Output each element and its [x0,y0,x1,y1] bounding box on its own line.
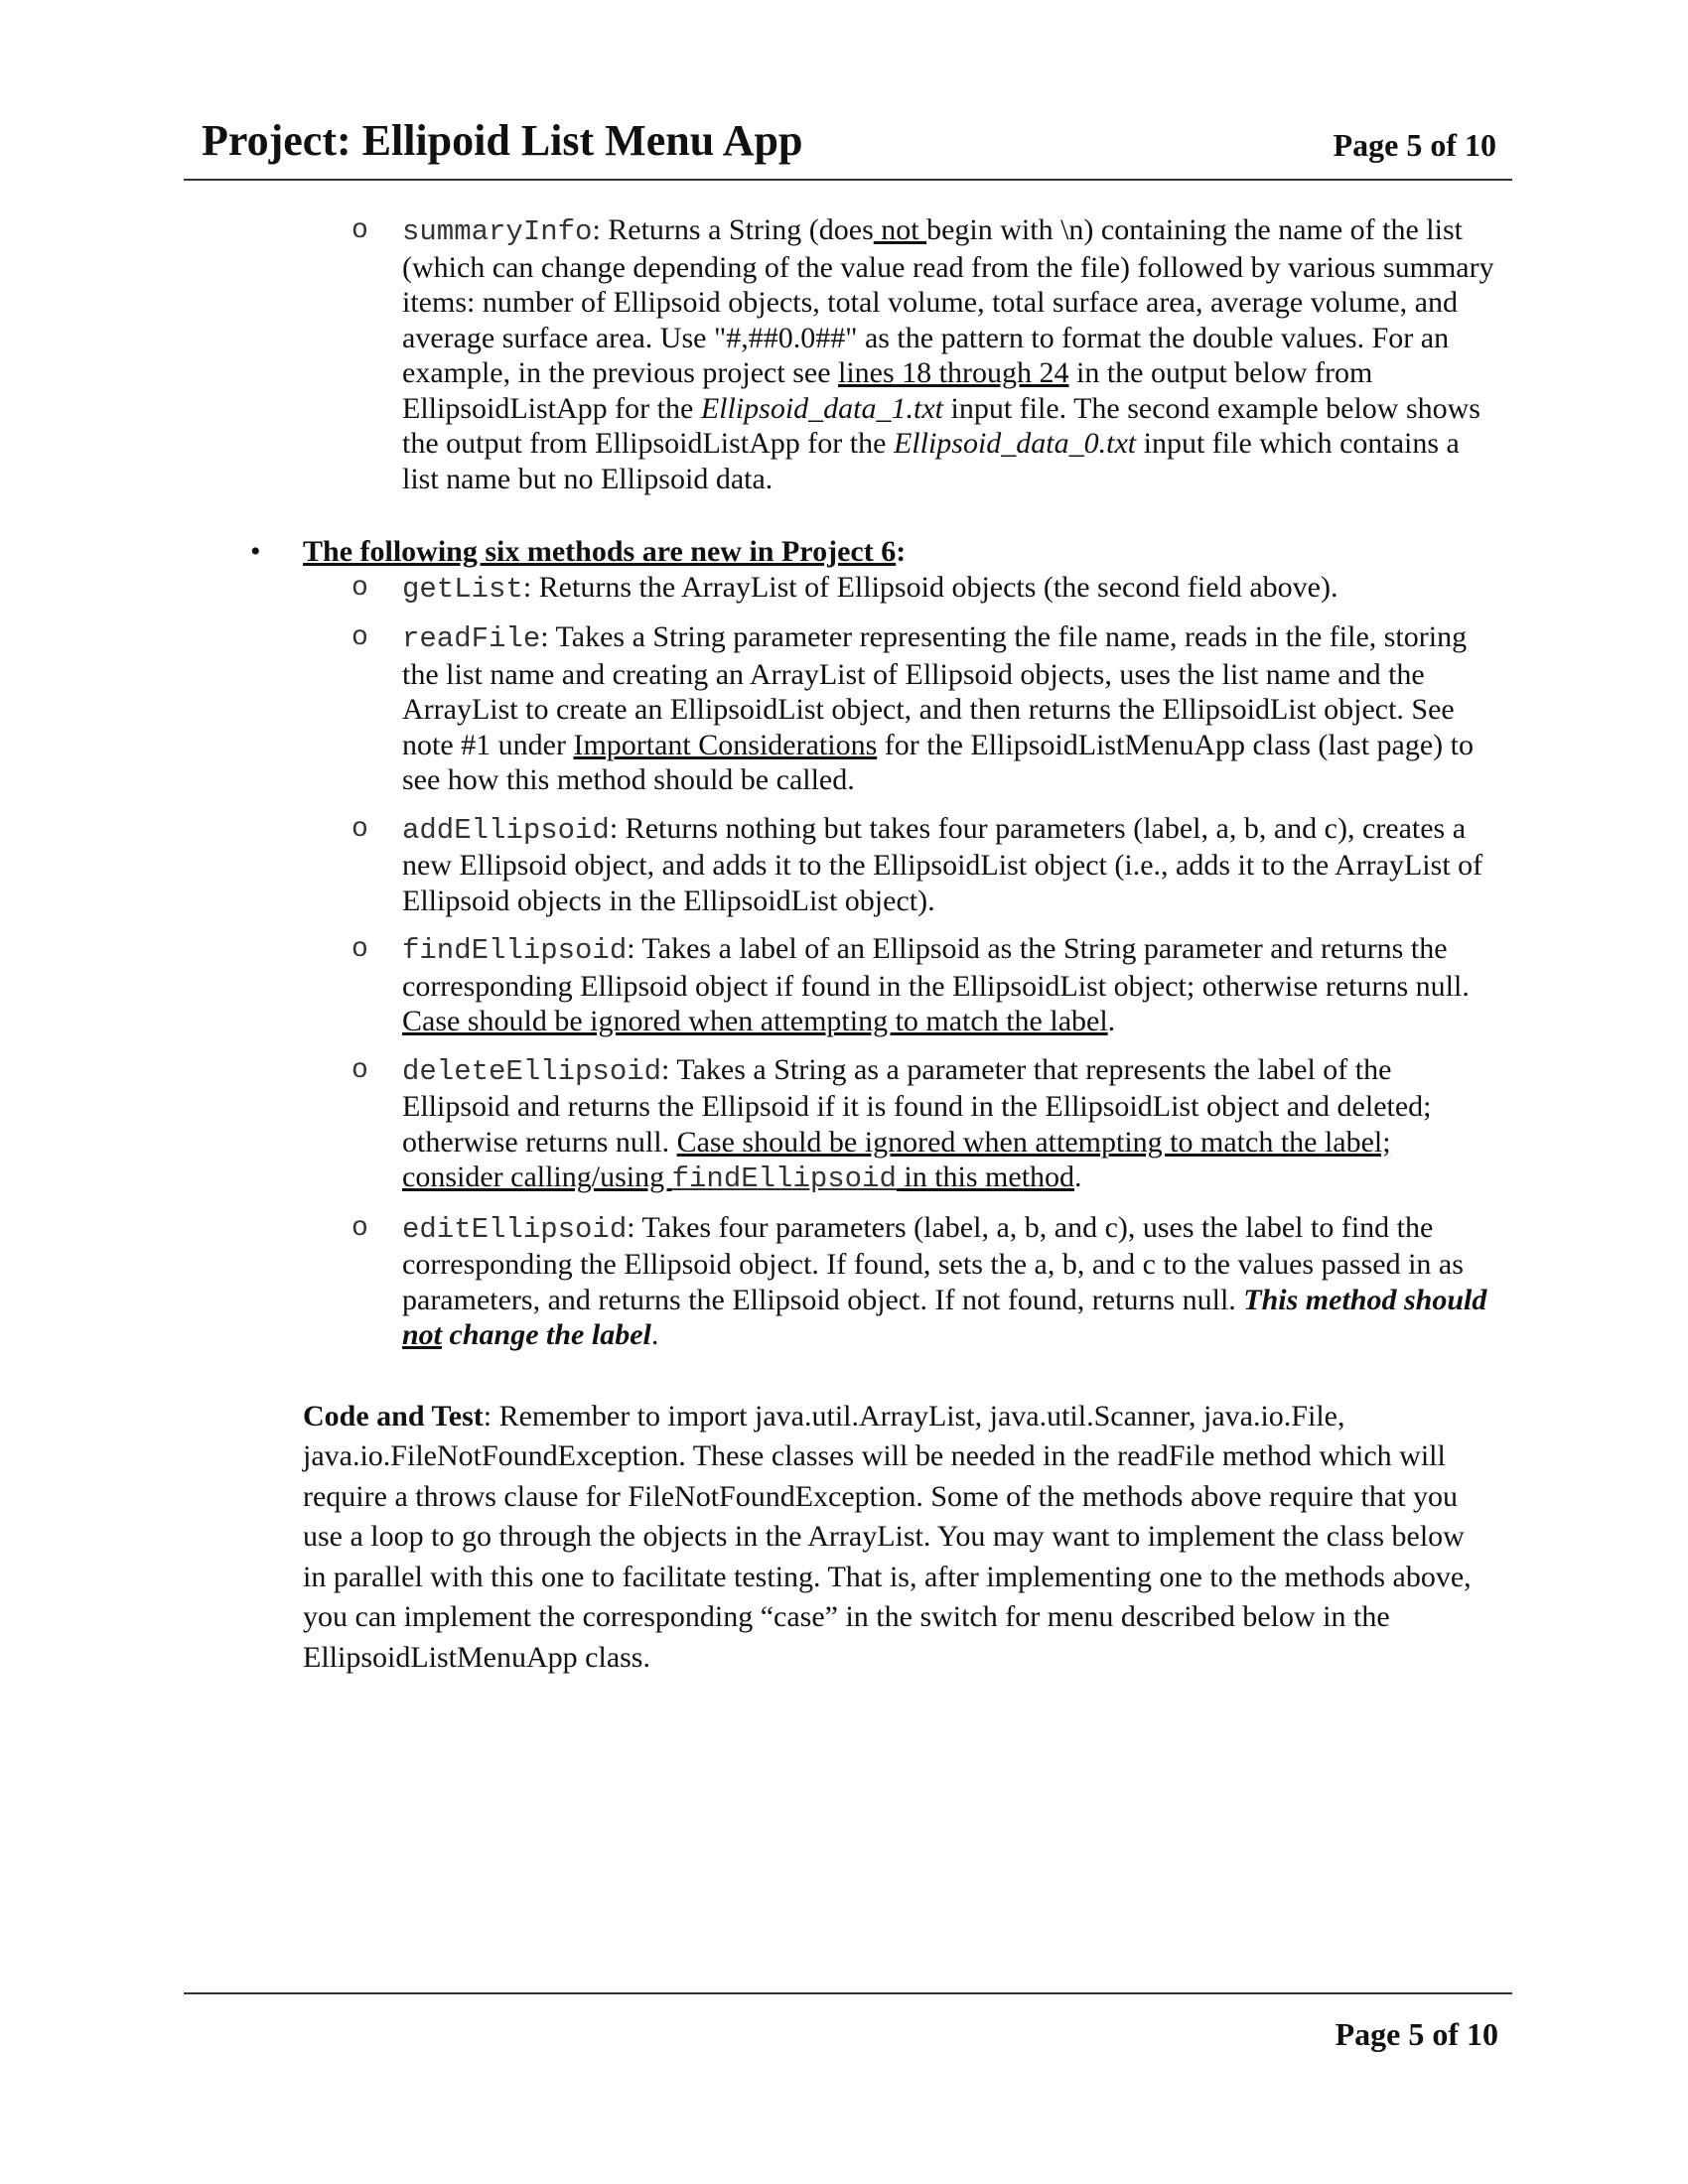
getlist-item: o getList: Returns the ArrayList of Ellipsoid objects (the second field above). [352,570,1338,606]
footer-page-number: Page 5 of 10 [1335,2016,1498,2052]
bullet-marker: • [250,535,261,568]
readfile-item: o readFile: Takes a String parameter representing the file name, reads in the file, storing the list name and creating an ArrayList of Ellipsoid objects, uses the list name and the ArrayList to create an EllipsoidList object, and then returns the EllipsoidList object. See note #1 under Important Considerations for the EllipsoidListMenuApp class (last page) to see how this method should be called. [352,620,1474,796]
file-name: Ellipsoid_data_0.txt [893,427,1137,460]
sub-bullet-marker: o [352,1054,368,1086]
sub-bullet-marker: o [352,215,368,246]
deleteellipsoid-item: o deleteEllipsoid: Takes a String as a parameter that represents the label of the Ellipsoid and returns the Ellipsoid if it is found in the EllipsoidList object and deleted; otherwise returns null. Case should be ignored when attempting to match the label; consider calling/using findEllipsoid in this method. [352,1052,1432,1195]
sub-bullet-marker: o [352,572,368,604]
findellipsoid-item: o findEllipsoid: Takes a label of an Ellipsoid as the String parameter and returns the corresponding Ellipsoid object if found in the EllipsoidList object; otherwise returns null. Case should be ignored when attempting to match the label. [352,932,1470,1037]
method-name: readFile [402,622,541,655]
sub-bullet-marker: o [352,1212,368,1244]
file-name: Ellipsoid_data_1.txt [700,391,943,425]
editellipsoid-item: o editEllipsoid: Takes four parameters (label, a, b, and c), uses the label to find the corresponding the Ellipsoid object. If found, sets the a, b, and c to the values passed in as parameters, and returns the Ellipsoid object. If not found, returns null. This method should not change the label. [352,1210,1487,1351]
new-methods-heading: • The following six methods are new in Project 6: [250,535,907,568]
method-name: deleteEllipsoid [402,1054,662,1088]
sub-bullet-marker: o [352,934,368,965]
document-title: Project: Ellipoid List Menu App [202,116,803,165]
sub-bullet-marker: o [352,622,368,653]
sub-bullet-marker: o [352,813,368,845]
method-name: getList [402,572,523,606]
summaryinfo-item: o summaryInfo: Returns a String (does not begin with \n) containing the name of the list (which can change depending of the value read from the file) followed by various summary items: number of Ellipsoid objects, total volume, total surface area, average volume, and average surface area. Use "#,##0.0##" as the pattern to format the double values. For an example, in the previous project see lines 18 through 24 in the output below from EllipsoidListApp for the Ellipsoid_data_1.txt input file. The second example below shows the output from EllipsoidListApp for the Ellipsoid_data_0.txt input file which contains a list name but no Ellipsoid data. [352,213,1494,495]
lines-reference: lines 18 through 24 [838,356,1069,389]
method-name: addEllipsoid [402,813,610,847]
page-footer [184,1992,1512,2074]
method-name: findEllipsoid [671,1162,897,1195]
method-name: findEllipsoid [402,934,628,967]
method-name: editEllipsoid [402,1212,628,1246]
code-and-test-paragraph: Code and Test: Remember to import java.util.ArrayList, java.util.Scanner, java.io.File, java.io.FileNotFoundException. These classes will be needed in the readFile method which will require a throws clause for FileNotFoundException. Some of the methods above require that you use a loop to go through the objects in the ArrayList. You may want to implement the class below in parallel with this one to facilitate testing. That is, after implementing one to the methods above, you can implement the corresponding “case” in the switch for menu described below in the EllipsoidListMenuApp class. [303,1399,1472,1674]
important-considerations-ref: Important Considerations [573,728,878,761]
header-page-number: Page 5 of 10 [1333,127,1496,163]
code-and-test-label: Code and Test [303,1399,484,1433]
method-name: summaryInfo [402,215,593,248]
page-content [199,212,1509,1678]
page-header [184,107,1512,181]
addellipsoid-item: o addEllipsoid: Returns nothing but takes four parameters (label, a, b, and c), creates a new Ellipsoid object, and adds it to the EllipsoidList object (i.e., adds it to the ArrayList of Ellipsoid objects in the EllipsoidList object). [352,811,1483,917]
